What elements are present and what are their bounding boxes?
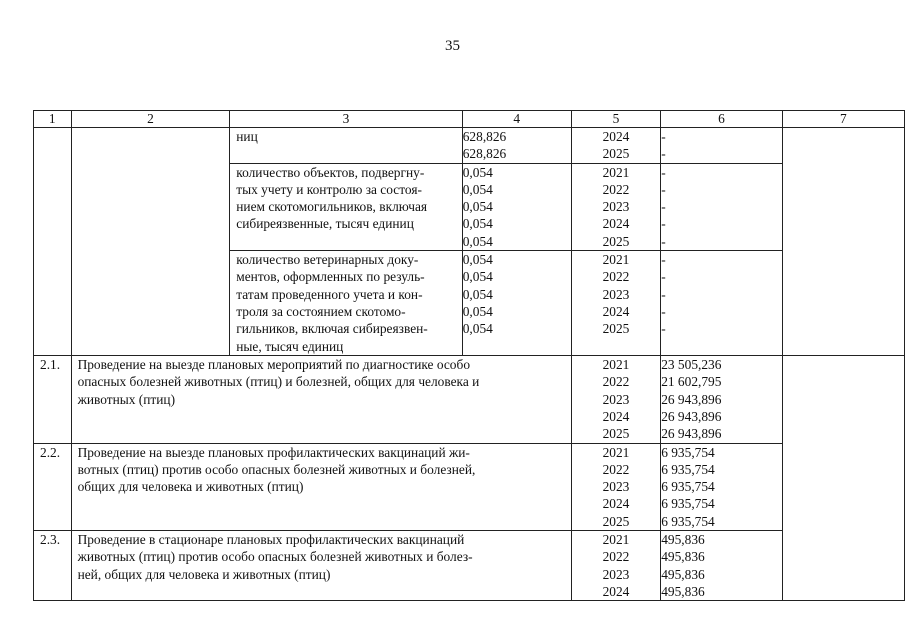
text-line: ментов, оформленных по резуль- xyxy=(236,269,425,285)
text-line: Проведение на выезде плановых мероприятий по диагностике особо xyxy=(77,357,471,373)
year: 2024 xyxy=(602,216,630,232)
amount: 495,836 xyxy=(661,532,705,548)
text-line: татам проведенного учета и кон- xyxy=(236,286,423,302)
amount: - xyxy=(661,233,666,249)
text-line: Проведение на выезде плановых профилактических вакцинаций жи- xyxy=(77,444,470,460)
amount-list xyxy=(661,128,783,164)
year-list xyxy=(571,163,660,250)
column-header: 7 xyxy=(782,111,904,128)
note-cell xyxy=(782,128,904,356)
indicator-values xyxy=(462,128,571,164)
amount: 26 943,896 xyxy=(661,408,722,424)
number-text: 2.2. xyxy=(40,444,61,460)
amount: 6 935,754 xyxy=(661,513,715,529)
amount: 26 943,896 xyxy=(661,426,722,442)
year: 2021 xyxy=(602,252,630,268)
year: 2023 xyxy=(602,566,630,582)
column-number-row xyxy=(34,111,905,128)
text-line: Проведение в стационаре плановых профилактических вакцинаций xyxy=(77,532,465,548)
amount: 495,836 xyxy=(661,583,705,599)
text-line: сибиреязвенные, тысяч единиц xyxy=(236,216,414,232)
column-header: 4 xyxy=(462,111,571,128)
indicator-values xyxy=(462,251,571,356)
column-header: 2 xyxy=(71,111,230,128)
column-header: 3 xyxy=(230,111,462,128)
text-line: животных (птиц) xyxy=(77,391,176,407)
number-cell xyxy=(34,128,72,356)
year: 2025 xyxy=(602,426,630,442)
measure-row xyxy=(34,443,905,530)
year: 2025 xyxy=(602,233,630,249)
year: 2022 xyxy=(602,549,630,565)
measure-description xyxy=(71,443,571,530)
measure-number xyxy=(34,443,72,530)
amount-list xyxy=(661,251,783,356)
amount-list xyxy=(661,163,783,250)
value: 0,054 xyxy=(462,233,493,249)
value: 0,054 xyxy=(462,303,493,319)
column-header: 6 xyxy=(661,111,783,128)
amount-list xyxy=(661,443,783,530)
value: 0,054 xyxy=(462,269,493,285)
year: 2025 xyxy=(602,146,630,162)
text-line: количество объектов, подвергну- xyxy=(236,164,425,180)
amount: 21 602,795 xyxy=(661,374,722,390)
text-line: ней, общих для человека и животных (птиц) xyxy=(77,566,331,582)
measure-row xyxy=(34,531,905,601)
year-list xyxy=(571,128,660,164)
year-list xyxy=(571,251,660,356)
measure-description xyxy=(71,356,571,443)
amount: - xyxy=(661,199,666,215)
column-header: 5 xyxy=(571,111,660,128)
year: 2022 xyxy=(602,374,630,390)
year: 2025 xyxy=(602,513,630,529)
text-line: тых учету и контролю за состоя- xyxy=(236,181,422,197)
text-line: общих для человека и животных (птиц) xyxy=(77,479,304,495)
amount: 6 935,754 xyxy=(661,479,715,495)
year-list xyxy=(571,443,660,530)
text-line: гильников, включая сибиреязвен- xyxy=(236,321,428,337)
amount: - xyxy=(661,286,666,302)
amount: - xyxy=(661,164,666,180)
amount-list xyxy=(661,356,783,443)
amount: 6 935,754 xyxy=(661,444,715,460)
text-line: ниц xyxy=(236,129,258,144)
year: 2021 xyxy=(602,357,630,373)
program-table xyxy=(33,110,905,601)
page-number: 35 xyxy=(445,38,460,54)
year-list xyxy=(571,531,660,601)
note-cell xyxy=(782,356,904,601)
value: 0,054 xyxy=(462,216,493,232)
amount: 6 935,754 xyxy=(661,461,715,477)
number-text: 2.3. xyxy=(40,532,61,548)
amount: 6 935,754 xyxy=(661,496,715,512)
measure-cell xyxy=(71,128,230,356)
year: 2022 xyxy=(602,269,630,285)
year-list xyxy=(571,356,660,443)
measure-description xyxy=(71,531,571,601)
year: 2023 xyxy=(602,479,630,495)
amount: - xyxy=(661,129,666,144)
number-text: 2.1. xyxy=(40,357,61,373)
amount: 23 505,236 xyxy=(661,357,722,373)
value: 0,054 xyxy=(462,252,493,268)
amount: 495,836 xyxy=(661,566,705,582)
amount: 495,836 xyxy=(661,549,705,565)
value: 628,826 xyxy=(462,129,507,144)
year: 2022 xyxy=(602,181,630,197)
year: 2023 xyxy=(602,391,630,407)
measure-number xyxy=(34,356,72,443)
indicator-row xyxy=(34,128,905,164)
indicator-name xyxy=(230,163,462,250)
text-line: опасных болезней животных (птиц) и болезней, общих для человека и xyxy=(77,374,480,390)
year: 2024 xyxy=(602,408,630,424)
amount: 26 943,896 xyxy=(661,391,722,407)
indicator-name xyxy=(230,251,462,356)
value: 0,054 xyxy=(462,199,493,215)
column-header: 1 xyxy=(34,111,72,128)
text-line: животных (птиц) против особо опасных болезней животных и болез- xyxy=(77,549,473,565)
text-line: вотных (птиц) против особо опасных болезней животных и болезней, xyxy=(77,461,476,477)
value: 0,054 xyxy=(462,181,493,197)
year: 2024 xyxy=(602,129,630,144)
value: 628,826 xyxy=(462,146,507,162)
year: 2021 xyxy=(602,444,630,460)
year: 2024 xyxy=(602,583,630,599)
measure-number xyxy=(34,531,72,601)
year: 2021 xyxy=(602,532,630,548)
value: 0,054 xyxy=(462,321,493,337)
value: 0,054 xyxy=(462,164,493,180)
measure-row xyxy=(34,356,905,443)
amount: - xyxy=(661,252,666,268)
indicator-name xyxy=(230,128,462,164)
amount: - xyxy=(661,303,666,319)
year: 2023 xyxy=(602,199,630,215)
year: 2024 xyxy=(602,303,630,319)
year: 2021 xyxy=(602,164,630,180)
year: 2024 xyxy=(602,496,630,512)
amount-list xyxy=(661,531,783,601)
text-line: нием скотомогильников, включая xyxy=(236,199,428,215)
text-line: троля за состоянием скотомо- xyxy=(236,303,406,319)
year: 2022 xyxy=(602,461,630,477)
text-line: ные, тысяч единиц xyxy=(236,338,344,354)
year: 2025 xyxy=(602,321,630,337)
value: 0,054 xyxy=(462,286,493,302)
text-line: количество ветеринарных доку- xyxy=(236,252,419,268)
amount: - xyxy=(661,181,666,197)
amount: - xyxy=(661,146,666,162)
amount: - xyxy=(661,269,666,285)
amount: - xyxy=(661,321,666,337)
year: 2023 xyxy=(602,286,630,302)
amount: - xyxy=(661,216,666,232)
indicator-values xyxy=(462,163,571,250)
